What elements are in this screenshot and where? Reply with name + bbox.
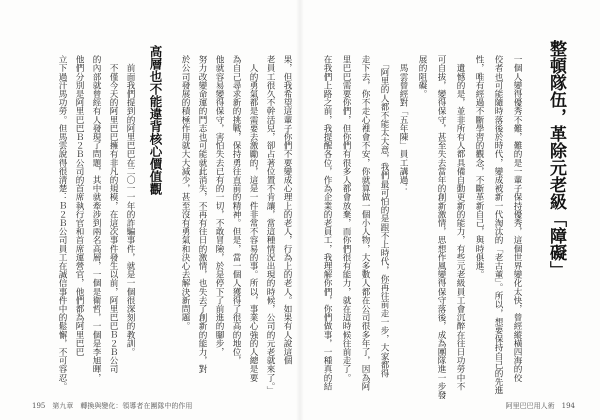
- text-column: 的內部就曾經有人發現了問題，其中就牽涉到兩名高層，一個是衛哲，一個是李旭暉，: [91, 55, 101, 382]
- text-column: 在我們上路之前，我提醒各位，作為企業的老員工，我理解你們，你們做事，一種真的結: [322, 55, 332, 391]
- text-column: 人的勇氣都是需要去激勵的，這是一件非常不容易的事。所以，事業心強的人總是要: [248, 55, 258, 382]
- text-column: 走下去，你不走心裡會不安，你就算做一個小人物，大多數人都在公司很多年了，因為阿: [360, 55, 370, 391]
- text-column: 一個人變得優秀不難，難的是一輩子保持優秀，這個世界變化太快，曾經縱橫四海的佼: [512, 55, 522, 382]
- text-column: 老員工很久不幹活兒，卻占著位置不肯讓，當這種情況出現的時候，公司的元老就來了。」: [265, 55, 275, 395]
- page-footer-right: 阿里巴巴用人術 194: [505, 402, 575, 410]
- text-column: 不僅今天的阿里巴巴擁有非凡的規模，在這次事件發生以前，阿里巴巴Ｂ２Ｂ公司: [108, 55, 118, 374]
- right-page: [300, 0, 600, 420]
- text-column: 為自己尋求新的挑戰，保持勇往直前的精神。但是，當一個人獲得了很高的地位，: [231, 55, 241, 365]
- text-column: 性，唯有經過不斷學習的觀念，不斷革新自己，與時俱進。: [474, 55, 484, 279]
- text-column: 立下過汗馬功勞。但馬雲說得很清楚：Ｂ２Ｂ公司員工在誠信事件中的鬆懈，不可容忍。: [57, 55, 67, 391]
- text-column: 果，但我希望這輩子你們不要變成心理上的老人，行為上的老人。如果有人說這個: [282, 55, 292, 365]
- text-column: 他就容易變得保守，害怕失去已有的一切，不敢冒險，於是停下了前進的腳步，: [214, 55, 224, 356]
- text-column: 遺憾的是，並非所有人都具備自動更新的能力，有些元老級員工會沉醉在往日功勞中不: [455, 55, 465, 391]
- text-column: 佼者也可能隨時落後於時代，變成被新一代淘汰的「老古董」。所以，想要保持自己的先進: [493, 55, 503, 395]
- text-column: 展的阻礙。: [417, 55, 427, 98]
- text-column: 努力改變命運的鬥志也可能就此消失，不再有往日的激情，也失去了創新的能力，對: [197, 55, 207, 374]
- text-column: 馬雲曾經對「五年陳」員工講過：: [398, 55, 408, 193]
- text-column: 前面我們提到的阿里巴巴在二〇一一年的詐騙事件，就是一個很深刻的教訓。: [125, 55, 135, 356]
- section-heading: 高層也不能違背核心價值觀: [148, 45, 163, 195]
- page-footer-left: 195 第九章 轉換與變化：領導者在團隊中的作用: [32, 402, 193, 410]
- text-column: 於公司發展的積極作用就大大減少，甚至沒有勇氣和決心去解決新問題。: [180, 55, 190, 331]
- chapter-section-title: 整頓隊伍，革除元老級「障礙」: [546, 40, 566, 278]
- text-column: 里巴巴需要你們，但你們有很多人都會放棄，而你們很有能力，就在這時候往前走了。: [341, 55, 351, 382]
- text-column: 「阿里的人都不能太大意，我們最可怕的是跟不上時代，你再往前走一步，大家都得: [379, 55, 389, 378]
- text-column: 他們分別是阿里巴巴Ｂ２Ｂ公司的首席執行官和首席運營官，他們都為阿里巴巴: [74, 55, 84, 356]
- text-column: 可自拔，變得保守，甚至失去當年的創新激情，思想作風變得保守落後，成為團隊進一步發: [436, 55, 446, 399]
